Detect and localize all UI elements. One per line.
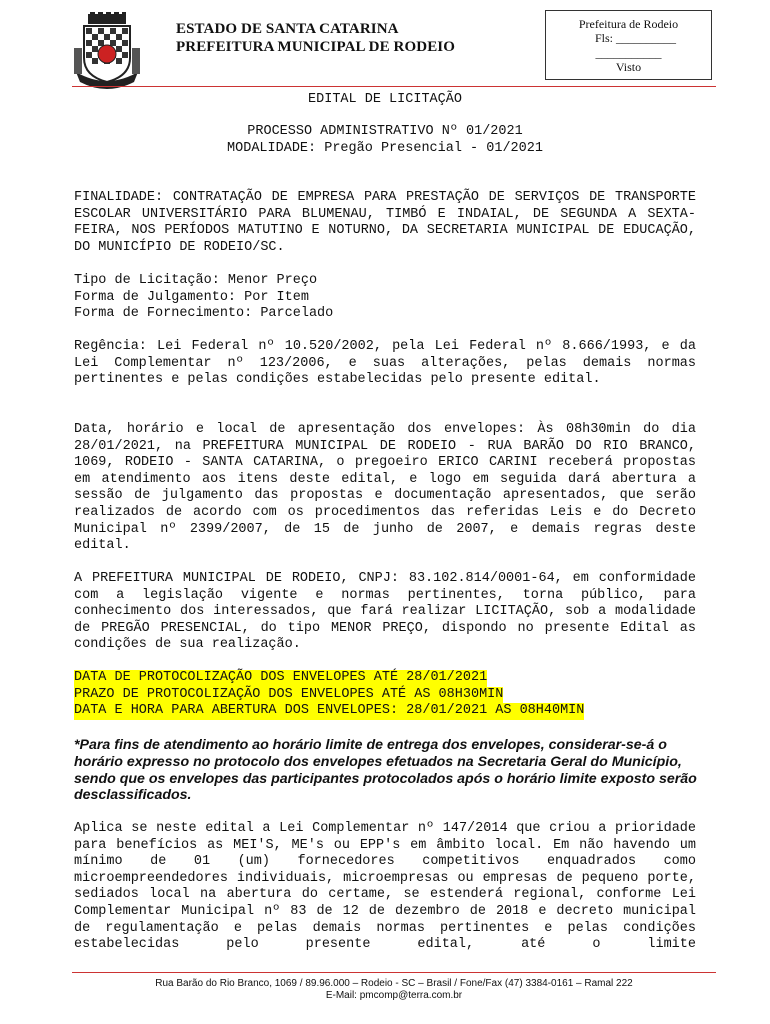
stamp-line-3: ___________ [595, 46, 662, 60]
process-number: PROCESSO ADMINISTRATIVO Nº 01/2021 [247, 124, 523, 139]
municipality-name: PREFEITURA MUNICIPAL DE RODEIO [176, 39, 455, 55]
deadline-note: *Para fins de atendimento ao horário limite de entrega dos envelopes, considerar-se-á o horário expresso no protocolo dos envelopes efetuados na Secretaria Geral do Município, sendo que os envelopes das participantes protocolados após o horário limite exposto serão desclassificados. [74, 737, 697, 804]
header-divider [72, 86, 716, 87]
regency-paragraph: Regência: Lei Federal nº 10.520/2002, pela Lei Federal nº 8.666/1993, e da Lei Complementar nº 123/2006, e suas alterações, pelas demais normas pertinentes e pelas condições estabelecidas pelo presente edital. [74, 339, 696, 388]
judgment-form: Forma de Julgamento: Por Item [74, 290, 309, 305]
announcement-paragraph: A PREFEITURA MUNICIPAL DE RODEIO, CNPJ: 83.102.814/0001-64, em conformidade com a legislação vigente e normas pertinentes, torna público, para conhecimento dos interessados, que fará realizar LICITAÇÃO, sob a modalidade de PREGÃO PRESENCIAL, do tipo MENOR PREÇO, dispondo no presente Edital as condições de sua realização. [74, 571, 696, 653]
stamp-line-4: Visto [615, 60, 642, 74]
footer-address: Rua Barão do Rio Branco, 1069 / 89.96.000 – Rodeio - SC – Brasil / Fone/Fax (47) 3384-0161 – Ramal 222 [155, 978, 633, 989]
footer-email: E-Mail: pmcomp@terra.com.br [325, 990, 463, 1001]
purpose-paragraph: FINALIDADE: CONTRATAÇÃO DE EMPRESA PARA PRESTAÇÃO DE SERVIÇOS DE TRANSPORTE ESCOLAR UNIVERSITÁRIO PARA BLUMENAU, TIMBÓ E INDAIAL, DE SEGUNDA A SEXTA-FEIRA, NOS PERÍODOS MATUTINO E NOTURNO, DA SECRETARIA MUNICIPAL DE EDUCAÇÃO, DO MUNICÍPIO DE RODEIO/SC. [74, 190, 696, 255]
highlight-protocol-deadline: PRAZO DE PROTOCOLIZAÇÃO DOS ENVELOPES ATÉ AS 08H30MIN [74, 687, 504, 702]
modality: MODALIDADE: Pregão Presencial - 01/2021 [227, 141, 543, 156]
highlight-protocol-date: DATA DE PROTOCOLIZAÇÃO DOS ENVELOPES ATÉ 28/01/2021 [74, 670, 488, 685]
footer-divider [72, 972, 716, 973]
supply-form: Forma de Fornecimento: Parcelado [74, 306, 334, 321]
state-name: ESTADO DE SANTA CATARINA [176, 21, 399, 37]
document-title: EDITAL DE LICITAÇÃO [308, 92, 462, 107]
header-title [176, 20, 455, 56]
bidding-type: Tipo de Licitação: Menor Preço [74, 273, 318, 288]
complementary-law-paragraph: Aplica se neste edital a Lei Complementar nº 147/2014 que criou a prioridade para benefícios as MEI'S, ME's ou EPP's em âmbito local. Em não havendo um mínimo de 01 (um) fornecedores competitivos enquadrados como microempreendedores individuais, microempresas ou empresas de pequeno porte, sediados local na abertura do certame, se estenderá regional, conforme Lei Complementar Municipal nº 83 de 12 de dezembro de 2018 e decreto municipal de regulamentação e pelas demais normas pertinentes e pelas condições estabelecidas pelo presente edital, até o limite [74, 821, 696, 953]
highlight-opening-datetime: DATA E HORA PARA ABERTURA DOS ENVELOPES: 28/01/2021 AS 08H40MIN [74, 703, 585, 718]
page-stamp-box [545, 10, 712, 80]
stamp-line-2: Fls: __________ [594, 31, 676, 45]
schedule-paragraph: Data, horário e local de apresentação dos envelopes: Às 08h30min do dia 28/01/2021, na PREFEITURA MUNICIPAL DE RODEIO - RUA BARÃO DO RIO BRANCO, 1069, RODEIO - SANTA CATARINA, o pregoeiro ERICO CARINI receberá propostas em atendimento aos itens deste edital, e logo em seguida dará abertura a sessão de julgamento das propostas e documentação apresentados, que serão realizados de acordo com os procedimentos das referidas Leis e do Decreto Municipal nº 2399/2007, de 15 de junho de 2007, e demais regras deste edital. [74, 422, 696, 554]
stamp-line-1: Prefeitura de Rodeio [578, 17, 679, 31]
coat-of-arms-icon [72, 12, 142, 90]
